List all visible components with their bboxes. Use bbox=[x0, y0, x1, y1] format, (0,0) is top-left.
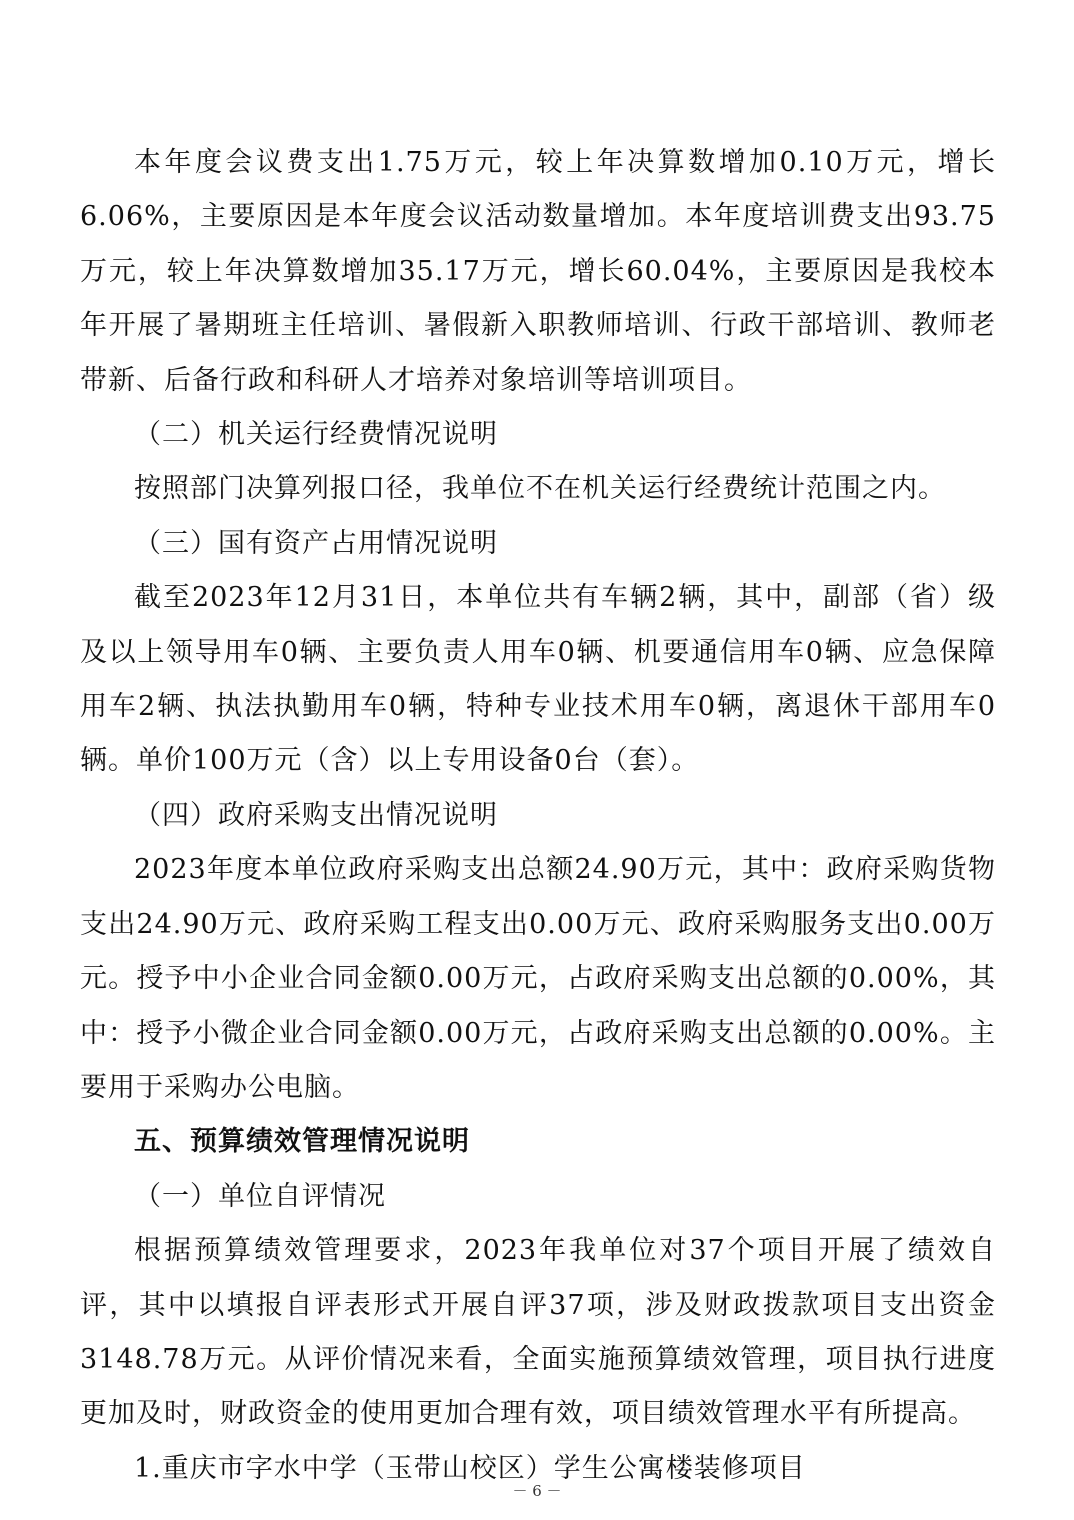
section-heading-state-assets: （三）国有资产占用情况说明 bbox=[134, 527, 498, 559]
state-assets-paragraph: 截至2023年12月31日，本单位共有车辆2辆，其中，副部（省）级及以上领导用车0辆、主要负责人用车0辆、机要通信用车0辆、应急保障用车2辆、执法执勤用车0辆，特种专业技术用车0辆，离退休干部用车0辆。单价100万元（含）以上专用设备0台（套）。 bbox=[80, 582, 996, 777]
project-heading-dormitory-renovation: 1.重庆市字水中学（玉带山校区）学生公寓楼装修项目 bbox=[134, 1452, 806, 1484]
organ-operating-funds-paragraph: 按照部门决算列报口径，我单位不在机关运行经费统计范围之内。 bbox=[134, 473, 946, 505]
section-heading-self-evaluation: （一）单位自评情况 bbox=[134, 1180, 386, 1212]
self-evaluation-paragraph: 根据预算绩效管理要求，2023年我单位对37个项目开展了绩效自评，其中以填报自评表形式开展自评37项，涉及财政拨款项目支出资金3148.78万元。从评价情况来看，全面实施预算绩效管理，项目执行进度更加及时，财政资金的使用更加合理有效，项目绩效管理水平有所提高。 bbox=[80, 1235, 996, 1430]
page-number: － 6 － bbox=[512, 1482, 562, 1500]
section-heading-organ-operating-funds: （二）机关运行经费情况说明 bbox=[134, 419, 498, 451]
government-procurement-paragraph: 2023年度本单位政府采购支出总额24.90万元，其中：政府采购货物支出24.90万元、政府采购工程支出0.00万元、政府采购服务支出0.00万元。授予中小企业合同金额0.00万元，占政府采购支出总额的0.00%，其中：授予小微企业合同金额0.00万元，占政府采购支出总额的0.00%。主要用于采购办公电脑。 bbox=[80, 854, 996, 1103]
section-heading-government-procurement: （四）政府采购支出情况说明 bbox=[134, 799, 498, 831]
document-body bbox=[80, 136, 996, 1496]
meeting-training-fees-paragraph: 本年度会议费支出1.75万元，较上年决算数增加0.10万元，增长6.06%，主要原因是本年度会议活动数量增加。本年度培训费支出93.75万元，较上年决算数增加35.17万元，增长60.04%，主要原因是我校本年开展了暑期班主任培训、暑假新入职教师培训、行政干部培训、教师老带新、后备行政和科研人才培养对象培训等培训项目。 bbox=[80, 147, 996, 396]
chapter-heading-performance-management: 五、预算绩效管理情况说明 bbox=[134, 1126, 470, 1158]
